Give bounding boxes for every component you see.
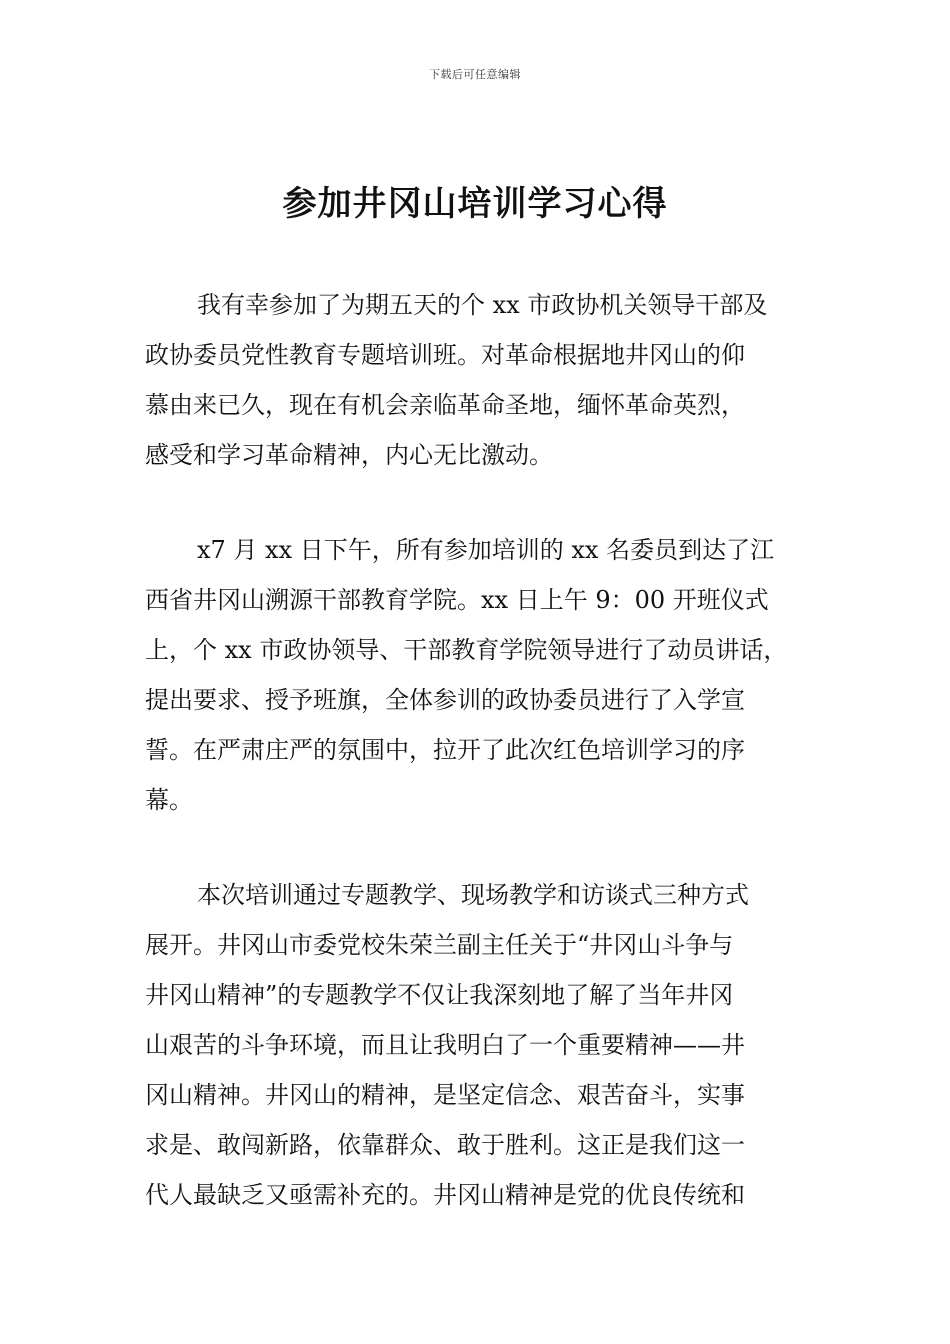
paragraph-line: 誓。在严肃庄严的氛围中，拉开了此次红色培训学习的序 (145, 736, 745, 764)
paragraph-line: 政协委员党性教育专题培训班。对革命根据地井冈山的仰 (145, 341, 745, 369)
paragraph-line: 提出要求、授予班旗，全体参训的政协委员进行了入学宣 (145, 686, 745, 714)
paragraph-line: 感受和学习革命精神，内心无比激动。 (145, 441, 553, 469)
paragraph-line: 冈山精神。井冈山的精神，是坚定信念、艰苦奋斗，实事 (145, 1081, 745, 1109)
paragraph-line: 山艰苦的斗争环境，而且让我明白了一个重要精神——井 (145, 1031, 745, 1059)
paragraph-line: 我有幸参加了为期五天的个 xx 市政协机关领导干部及 (197, 291, 768, 319)
paragraph-line: 本次培训通过专题教学、现场教学和访谈式三种方式 (197, 881, 749, 909)
paragraph-line: 展开。井冈山市委党校朱荣兰副主任关于“井冈山斗争与 (145, 931, 734, 959)
header-note: 下载后可任意编辑 (429, 68, 521, 81)
paragraph-line: 上，个 xx 市政协领导、干部教育学院领导进行了动员讲话， (145, 636, 788, 664)
paragraph-1 (145, 280, 815, 480)
document-title: 参加井冈山培训学习心得 (282, 184, 668, 224)
paragraph-3 (145, 870, 815, 1220)
paragraph-line: 慕由来已久，现在有机会亲临革命圣地，缅怀革命英烈， (145, 391, 745, 419)
paragraph-line: 幕。 (145, 786, 193, 814)
paragraph-line: 西省井冈山溯源干部教育学院。xx 日上午 9：00 开班仪式 (145, 586, 769, 614)
paragraph-line: 代人最缺乏又亟需补充的。井冈山精神是党的优良传统和 (145, 1181, 745, 1209)
paragraph-line: 求是、敢闯新路，依靠群众、敢于胜利。这正是我们这一 (145, 1131, 745, 1159)
paragraph-2 (145, 525, 815, 825)
paragraph-line: 井冈山精神”的专题教学不仅让我深刻地了解了当年井冈 (145, 981, 734, 1009)
paragraph-line: x7 月 xx 日下午，所有参加培训的 xx 名委员到达了江 (197, 536, 775, 564)
